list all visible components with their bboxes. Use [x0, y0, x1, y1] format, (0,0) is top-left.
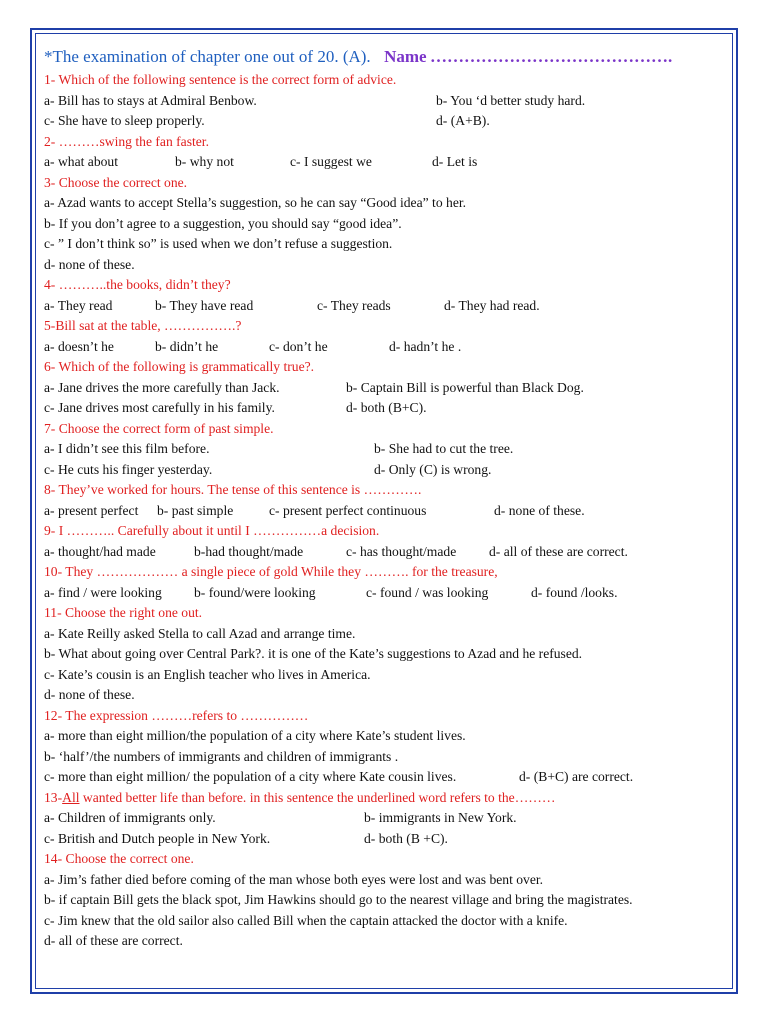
answer-row	[44, 378, 728, 399]
answer-row	[44, 214, 728, 235]
answer-row	[44, 439, 728, 460]
answer-option: c- They reads	[317, 297, 391, 313]
answer-option: b- What about going over Central Park?. it is one of the Kate’s suggestions to Azad and he refused.	[44, 646, 583, 661]
answer-option: a- present perfect	[44, 502, 139, 518]
exam-title: *The examination of chapter one out of 20. (A).	[44, 47, 371, 66]
answer-row	[44, 747, 728, 768]
answer-option: a- thought/had made	[44, 543, 156, 559]
name-blank: …………………………………….	[429, 47, 673, 66]
answer-option: b- immigrants in New York.	[364, 810, 517, 825]
question-text: 5-Bill sat at the table, …………….?	[44, 318, 242, 333]
answer-option: b- if captain Bill gets the black spot, Jim Hawkins should go to the nearest village and bring the magistrates.	[44, 892, 633, 907]
answer-option: c- Kate’s cousin is an English teacher who lives in America.	[44, 666, 371, 682]
answer-row	[44, 665, 728, 686]
answer-row	[44, 91, 728, 112]
answer-row	[44, 644, 728, 665]
answer-option: a- Children of immigrants only.	[44, 810, 216, 825]
answer-row	[44, 890, 728, 911]
answer-option: b- didn’t he	[155, 338, 219, 354]
answer-option: b- why not	[175, 154, 234, 169]
question-rest: wanted better life than before. in this sentence the underlined word refers to the………	[79, 789, 556, 805]
answer-option: a- I didn’t see this film before.	[44, 441, 210, 456]
answer-option: d- Only (C) is wrong.	[374, 461, 492, 477]
answer-option: d- none of these.	[44, 256, 135, 272]
answer-row	[44, 460, 728, 481]
answer-option: b- past simple	[157, 502, 234, 518]
question-text: 8- They’ve worked for hours. The tense of this sentence is ………….	[44, 482, 422, 497]
answer-option: d- (A+B).	[436, 113, 490, 128]
exam-sheet	[44, 44, 728, 952]
answer-option: c- She have to sleep properly.	[44, 113, 205, 128]
answer-option: a- what about	[44, 154, 118, 169]
answer-option: d- all of these are correct.	[489, 543, 628, 559]
question-text: 3- Choose the correct one.	[44, 174, 188, 190]
question-text: 12- The expression ………refers to ……………	[44, 707, 309, 723]
answer-option: d- none of these.	[44, 687, 135, 702]
answer-option: d- both (B +C).	[364, 830, 448, 846]
answer-row	[44, 152, 728, 173]
question-text: 14- Choose the correct one.	[44, 851, 194, 866]
question-number: 13-	[44, 789, 63, 805]
answer-option: d- hadn’t he .	[389, 338, 462, 354]
answer-option: b- You ‘d better study hard.	[436, 92, 586, 108]
answer-option: a- Azad wants to accept Stella’s suggestion, so he can say “Good idea” to her.	[44, 195, 467, 210]
question-text: 2- ………swing the fan faster.	[44, 133, 209, 149]
answer-option: b- found/were looking	[194, 584, 316, 600]
question-text: 11- Choose the right one out.	[44, 605, 203, 620]
answer-option: c- Jane drives most carefully in his family.	[44, 400, 275, 415]
answer-row	[44, 726, 728, 747]
answer-option: c- British and Dutch people in New York.	[44, 830, 271, 846]
answer-row	[44, 111, 728, 132]
answer-option: c- has thought/made	[346, 543, 457, 559]
answer-option: b- She had to cut the tree.	[374, 441, 514, 456]
answer-option: a- find / were looking	[44, 584, 162, 600]
answer-row	[44, 193, 728, 214]
answer-row	[44, 931, 728, 952]
answer-row	[44, 829, 728, 850]
question-text: 7- Choose the correct form of past simple.	[44, 420, 274, 436]
answer-option: b- Captain Bill is powerful than Black Dog.	[346, 379, 584, 395]
answer-option: d- both (B+C).	[346, 400, 427, 415]
answer-option: d- (B+C) are correct.	[519, 769, 634, 784]
answer-row	[44, 624, 728, 645]
answer-option: b- They have read	[155, 297, 254, 313]
answer-option: a- doesn’t he	[44, 338, 114, 354]
answer-option: b- ‘half’/the numbers of immigrants and children of immigrants .	[44, 748, 399, 764]
answer-row	[44, 234, 728, 255]
answer-option: c- Jim knew that the old sailor also called Bill when the captain attacked the doctor with a knife.	[44, 912, 568, 928]
answer-row	[44, 808, 728, 829]
answer-option: a- They read	[44, 297, 113, 313]
exam-header	[44, 44, 728, 70]
answer-row	[44, 583, 728, 604]
answer-row	[44, 296, 728, 317]
question-text: 9- I ……….. Carefully about it until I ……………a decision.	[44, 523, 380, 538]
answer-row	[44, 767, 728, 788]
answer-row	[44, 501, 728, 522]
answer-option: b- If you don’t agree to a suggestion, you should say “good idea”.	[44, 215, 402, 231]
answer-option: a- Jane drives the more carefully than Jack.	[44, 379, 280, 395]
question-text: 1- Which of the following sentence is the correct form of advice.	[44, 72, 397, 87]
answer-option: c- present perfect continuous	[269, 502, 427, 518]
question-text	[44, 788, 728, 809]
answer-row	[44, 542, 728, 563]
answer-option: d- all of these are correct.	[44, 933, 183, 948]
answer-option: d- none of these.	[494, 502, 585, 518]
name-label: Name	[384, 47, 427, 66]
answer-option: c- He cuts his finger yesterday.	[44, 461, 213, 477]
answer-option: d- found /looks.	[531, 584, 618, 600]
answer-option: b-had thought/made	[194, 543, 304, 559]
question-list	[44, 70, 728, 952]
answer-option: c- ” I don’t think so” is used when we don’t refuse a suggestion.	[44, 236, 393, 251]
answer-row	[44, 398, 728, 419]
underlined-word: All	[62, 789, 80, 805]
question-text: 6- Which of the following is grammatically true?.	[44, 359, 315, 374]
answer-row	[44, 870, 728, 891]
answer-option: a- Jim’s father died before coming of the man whose both eyes were lost and was bent over.	[44, 871, 544, 887]
answer-option: c- more than eight million/ the population of a city where Kate cousin lives.	[44, 769, 457, 784]
answer-row	[44, 255, 728, 276]
answer-row	[44, 337, 728, 358]
answer-option: a- more than eight million/the population of a city where Kate’s student lives.	[44, 728, 466, 743]
question-text: 10- They ……………… a single piece of gold While they ………. for the treasure,	[44, 564, 498, 579]
answer-option: c- found / was looking	[366, 584, 489, 600]
answer-option: d- Let is	[432, 154, 478, 169]
answer-option: a- Bill has to stays at Admiral Benbow.	[44, 92, 257, 108]
answer-row	[44, 911, 728, 932]
answer-row	[44, 685, 728, 706]
answer-option: c- don’t he	[269, 338, 328, 354]
question-text: 4- ………..the books, didn’t they?	[44, 277, 231, 292]
answer-option: d- They had read.	[444, 297, 540, 313]
answer-option: a- Kate Reilly asked Stella to call Azad and arrange time.	[44, 625, 356, 641]
answer-option: c- I suggest we	[290, 154, 372, 169]
